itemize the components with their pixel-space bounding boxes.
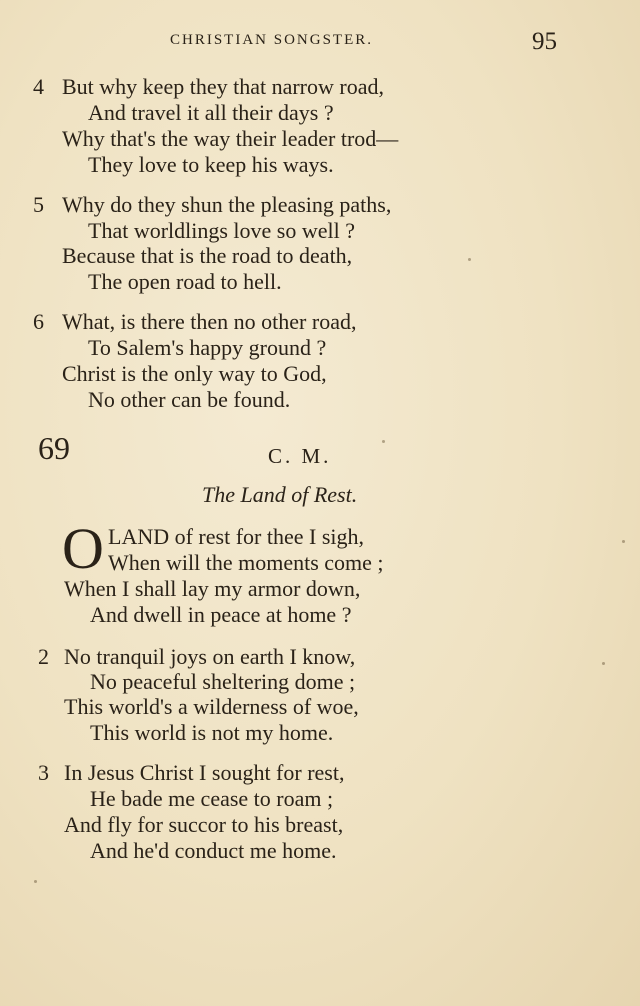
verse-line: When will the moments come ; (108, 550, 384, 575)
hymn-number: 69 (38, 430, 70, 466)
paper-speck (622, 540, 625, 543)
verse-line: What, is there then no other road, (62, 309, 357, 334)
verse-line: Why that's the way their leader trod— (62, 126, 399, 151)
verse-line: When I shall lay my armor down, (64, 576, 361, 601)
verse-line: This world's a wilderness of woe, (64, 694, 359, 719)
paper-speck (382, 440, 385, 443)
stanza-number: 3 (38, 760, 49, 785)
paper-speck (602, 662, 605, 665)
paper-speck (468, 258, 471, 261)
running-title: CHRISTIAN SONGSTER. (170, 32, 374, 48)
verse-line: Christ is the only way to God, (62, 361, 327, 386)
stanza-number: 5 (33, 192, 44, 217)
verse-line: They love to keep his ways. (88, 152, 334, 177)
hymn-meter: C. M. (268, 444, 332, 468)
stanza-number: 2 (38, 644, 49, 669)
stanza-number: 6 (33, 309, 44, 334)
verse-line: No other can be found. (88, 387, 291, 412)
verse-line: LAND of rest for thee I sigh, (108, 524, 364, 549)
verse-line: He bade me cease to roam ; (90, 786, 334, 811)
verse-line: To Salem's happy ground ? (88, 335, 327, 360)
page-number: 95 (532, 28, 557, 55)
hymn-title: The Land of Rest. (202, 482, 358, 507)
verse-line: No tranquil joys on earth I know, (64, 644, 356, 669)
verse-line: But why keep they that narrow road, (62, 74, 384, 99)
verse-line: And fly for succor to his breast, (64, 812, 344, 837)
paper-speck (34, 880, 37, 883)
verse-line: And travel it all their days ? (88, 100, 334, 125)
verse-line: Why do they shun the pleasing paths, (62, 192, 392, 217)
verse-line: No peaceful sheltering dome ; (90, 669, 356, 694)
verse-line: This world is not my home. (90, 720, 334, 745)
verse-line: In Jesus Christ I sought for rest, (64, 760, 345, 785)
verse-line: The open road to hell. (88, 269, 282, 294)
verse-line: And he'd conduct me home. (90, 838, 337, 863)
verse-line: And dwell in peace at home ? (90, 602, 352, 627)
verse-line: Because that is the road to death, (62, 243, 353, 268)
drop-cap: O (62, 516, 104, 581)
verse-line: That worldlings love so well ? (88, 218, 356, 243)
stanza-number: 4 (33, 74, 44, 99)
